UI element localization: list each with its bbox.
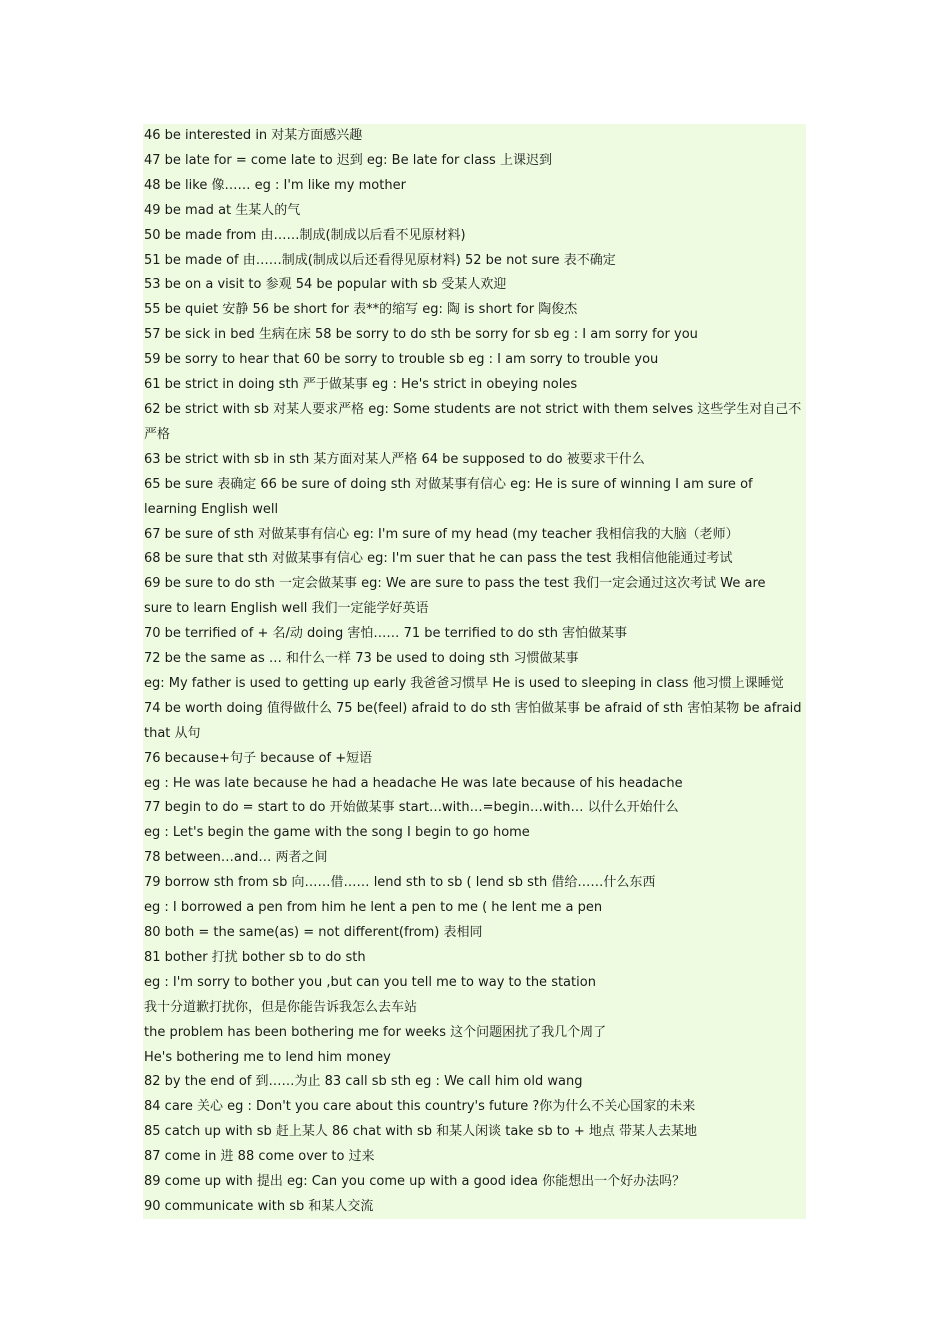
text-line: 90 communicate with sb 和某人交流 (144, 1198, 374, 1214)
text-line: eg : Let's begin the game with the song I begin to go home (144, 825, 530, 841)
text-line: 46 be interested in 对某方面感兴趣 (144, 128, 363, 143)
text-line: 84 care 关心 eg : Don't you care about this country's future ?你为什么不关心国家的未来 (144, 1099, 696, 1115)
text-line: sure to learn English well 我们一定能学好英语 (144, 601, 429, 617)
text-line: 78 between…and… 两者之间 (144, 850, 328, 866)
text-line: 48 be like 像…… eg : I'm like my mother (144, 177, 406, 193)
text-line: 我十分道歉打扰你，但是你能告诉我怎么去车站 (144, 999, 418, 1015)
text-line: eg: My father is used to getting up early 我爸爸习惯早 He is used to sleeping in class 他习惯上课睡觉 (144, 675, 784, 691)
text-line: 85 catch up with sb 赶上某人 86 chat with sb 和某人闲谈 take sb to + 地点 带某人去某地 (144, 1124, 698, 1140)
text-line: 74 be worth doing 值得做什么 75 be(feel) afraid to do sth 害怕做某事 be afraid of sth 害怕某物 be afraid (144, 700, 802, 716)
text-line: 69 be sure to do sth 一定会做某事 eg: We are sure to pass the test 我们一定会通过这次考试 We are (144, 576, 766, 592)
text-line: 61 be strict in doing sth 严于做某事 eg : He's strict in obeying noles (144, 377, 578, 393)
text-line: eg : He was late because he had a headache He was late because of his headache (144, 775, 683, 791)
text-line: 49 be mad at 生某人的气 (144, 202, 301, 218)
text-line: 55 be quiet 安静 56 be short for 表**的缩写 eg: 陶 is short for 陶俊杰 (144, 302, 578, 318)
text-line: the problem has been bothering me for weeks 这个问题困扰了我几个周了 (144, 1024, 607, 1040)
text-line: 68 be sure that sth 对做某事有信心 eg: I'm suer that he can pass the test 我相信他能通过考试 (144, 551, 733, 567)
text-line: 53 be on a visit to 参观 54 be popular with sb 受某人欢迎 (144, 277, 507, 293)
text-line: 80 both = the same(as) = not different(from) 表相同 (144, 925, 483, 940)
text-line: 严格 (144, 426, 171, 442)
text-line: 79 borrow sth from sb 向……借…… lend sth to sb ( lend sb sth 借给……什么东西 (144, 875, 656, 891)
text-line: that 从句 (144, 725, 201, 741)
text-line: 50 be made from 由……制成(制成以后看不见原材料) (144, 227, 466, 243)
text-line: 82 by the end of 到……为止 83 call sb sth eg : We call him old wang (144, 1074, 583, 1090)
text-line: 81 bother 打扰 bother sb to do sth (144, 949, 366, 965)
text-line: 67 be sure of sth 对做某事有信心 eg: I'm sure of my head (my teacher 我相信我的大脑（老师） (144, 526, 739, 542)
text-line: He's bothering me to lend him money (144, 1049, 391, 1065)
text-line: learning English well (144, 501, 279, 517)
text-line: 65 be sure 表确定 66 be sure of doing sth 对做某事有信心 eg: He is sure of winning I am sure of (144, 476, 753, 492)
text-line: 62 be strict with sb 对某人要求严格 eg: Some students are not strict with them selves 这些学生对自己不 (144, 401, 802, 417)
text-line: 63 be strict with sb in sth 某方面对某人严格 64 be supposed to do 被要求干什么 (144, 451, 645, 467)
text-line: 70 be terrified of + 名/动 doing 害怕…… 71 be terrified to do sth 害怕做某事 (144, 626, 628, 642)
text-line: 87 come in 进 88 come over to 过来 (144, 1149, 375, 1165)
text-line: 51 be made of 由……制成(制成以后还看得见原材料) 52 be not sure 表不确定 (144, 252, 616, 268)
text-line: 57 be sick in bed 生病在床 58 be sorry to do sth be sorry for sb eg : I am sorry for you (144, 327, 698, 343)
text-line: 89 come up with 提出 eg: Can you come up with a good idea 你能想出一个好办法吗？ (144, 1174, 686, 1190)
text-line: 47 be late for = come late to 迟到 eg: Be late for class 上课迟到 (144, 152, 552, 168)
text-line: 59 be sorry to hear that 60 be sorry to trouble sb eg : I am sorry to trouble you (144, 352, 659, 368)
text-line: 77 begin to do = start to do 开始做某事 start…with…=begin…with… 以什么开始什么 (144, 800, 679, 816)
text-line: eg : I'm sorry to bother you ,but can you tell me to way to the station (144, 974, 596, 990)
text-line: 76 because+句子 because of +短语 (144, 750, 373, 766)
text-line: 72 be the same as … 和什么一样 73 be used to doing sth 习惯做某事 (144, 651, 579, 667)
text-block (143, 124, 806, 1219)
text-line: eg : I borrowed a pen from him he lent a pen to me ( he lent me a pen (144, 900, 603, 916)
